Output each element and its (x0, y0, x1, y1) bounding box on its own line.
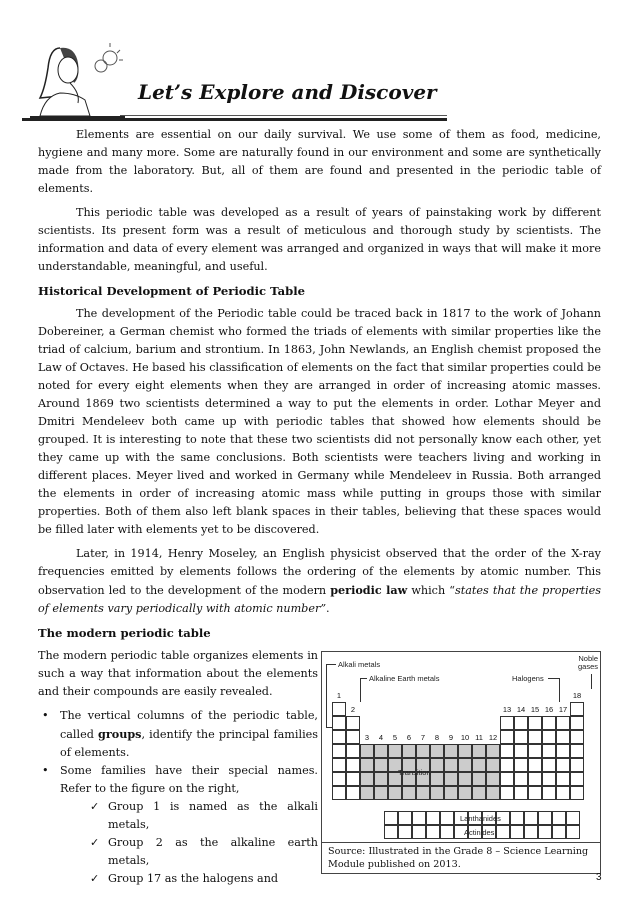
f-block-cell (398, 811, 412, 825)
element-cell (570, 716, 584, 730)
element-cell (402, 744, 416, 758)
element-cell (458, 772, 472, 786)
text: Later, in 1914, Henry Moseley, an English physicist observed that the order of the X-ray frequencies emitted by elements follows the ordering of the elements by atomic number. This observation led to the development of the modern (38, 547, 601, 597)
element-cell (570, 786, 584, 800)
groups-term: groups (98, 727, 142, 741)
element-cell (388, 744, 402, 758)
group-number: 12 (488, 733, 498, 742)
f-block-cell (566, 825, 580, 839)
element-cell (402, 786, 416, 800)
intro-paragraph-1: Elements are essential on our daily survival. We use some of them as food, medicine, hygiene and many more. Some are naturally found in our environment and some are synthetically made from the laboratory. But, all of them are found and presented in the periodic table of elements. (38, 128, 601, 195)
element-cell (472, 758, 486, 772)
f-block-cell (524, 825, 538, 839)
element-cell (570, 744, 584, 758)
group-number: 9 (448, 733, 454, 742)
check-item (38, 834, 318, 870)
checkmark-icon: ✓ (90, 800, 100, 813)
group-number: 8 (434, 733, 440, 742)
element-cell (332, 716, 346, 730)
element-cell (500, 744, 514, 758)
element-cell (444, 744, 458, 758)
element-cell (556, 716, 570, 730)
element-cell (430, 758, 444, 772)
element-cell (556, 730, 570, 744)
group-number: 17 (558, 705, 568, 714)
f-block-cell (426, 825, 440, 839)
text: Some families have their special names. Refer to the figure on the right, (60, 764, 318, 795)
element-cell (500, 716, 514, 730)
f-block-cell (510, 811, 524, 825)
bullet-item (38, 762, 318, 798)
f-block-cell (426, 811, 440, 825)
element-cell (360, 744, 374, 758)
group-number: 13 (502, 705, 512, 714)
group-number: 16 (544, 705, 554, 714)
element-cell (416, 744, 430, 758)
checkmark-icon: ✓ (90, 836, 100, 849)
noble-gases-label: Noble gases (577, 654, 598, 671)
history-paragraph-1: The development of the Periodic table could be traced back in 1817 to the work of Johann Dobereiner, a German chemist who formed the triads of elements with similar properties like the triad of calcium, barium and strontium. In 1863, John Newlands, an English chemist proposed the Law of Octaves. He based his classification of elements on the fact that similar properties could be noted for every eight elements when they are arranged in order of increasing atomic masses. Around 1869 two scientists determined a way to put the elements in order. Lothar Meyer and Dmitri Mendeleev both came up with periodic tables that showed how elements should be grouped. It is interesting to note that these two scientists did not personally know each other, yet they came up with the same conclusions. Both scientists were teachers living and working in different places. Meyer lived and worked in Germany while Mendeleev in Russia. Both arranged the elements in order of increasing atomic mass while putting in groups those with similar properties. Both of them also left blank spaces in their tables, believing that these spaces would be filled later with elements yet to be discovered. (38, 307, 601, 536)
element-cell (556, 772, 570, 786)
group-number: 3 (364, 733, 370, 742)
group-number: 18 (572, 691, 582, 700)
halogens-label: Halogens (512, 674, 544, 683)
check-item (38, 870, 318, 888)
element-cell (374, 744, 388, 758)
element-cell (542, 786, 556, 800)
element-cell (514, 716, 528, 730)
element-cell (472, 772, 486, 786)
intro-paragraph-2: This periodic table was developed as a result of years of painstaking work by different scientists. Its present form was a result of meticulous and thorough study by scientists. The information and data of every element was arranged and organized in ways that will make it more understandable, meaningful, and useful. (38, 206, 601, 273)
element-cell (430, 772, 444, 786)
element-cell (374, 758, 388, 772)
element-cell (542, 744, 556, 758)
element-cell (472, 786, 486, 800)
element-cell (416, 786, 430, 800)
element-cell (360, 786, 374, 800)
element-cell (360, 772, 374, 786)
element-cell (556, 786, 570, 800)
element-cell (430, 786, 444, 800)
leader-line (559, 678, 560, 702)
leader-line (326, 727, 332, 728)
modern-heading: The modern periodic table (38, 626, 211, 640)
element-cell (374, 786, 388, 800)
element-cell (430, 744, 444, 758)
leader-line (326, 664, 327, 727)
element-cell (472, 744, 486, 758)
modern-section (38, 647, 601, 888)
element-cell (570, 772, 584, 786)
element-cell (486, 758, 500, 772)
f-block-cell (440, 811, 454, 825)
alkali-metals-label: Alkali metals (338, 660, 381, 669)
element-cell (528, 716, 542, 730)
f-block-cell (552, 811, 566, 825)
element-cell (332, 730, 346, 744)
element-cell (528, 744, 542, 758)
text: Group 17 as the halogens and (108, 872, 279, 885)
element-cell (388, 786, 402, 800)
element-cell (346, 730, 360, 744)
text: Group 2 as the alkaline earth metals, (108, 836, 318, 867)
element-cell (346, 716, 360, 730)
text: . (326, 602, 330, 615)
element-cell (556, 744, 570, 758)
element-cell (486, 772, 500, 786)
title-rule-thick (22, 118, 447, 121)
f-block-cell (412, 811, 426, 825)
element-cell (458, 786, 472, 800)
group-number: 1 (336, 691, 342, 700)
group-number: 11 (475, 733, 483, 742)
page-title: Let’s Explore and Discover (138, 80, 437, 104)
body-text (38, 126, 601, 888)
element-cell (528, 730, 542, 744)
history-heading: Historical Development of Periodic Table (38, 284, 306, 298)
element-cell (346, 786, 360, 800)
group-number: 15 (530, 705, 540, 714)
element-cell (570, 702, 584, 716)
checkmark-icon: ✓ (90, 872, 100, 885)
element-cell (374, 772, 388, 786)
element-cell (528, 772, 542, 786)
bullet-item (38, 707, 318, 762)
bullet-icon: • (42, 764, 49, 777)
group-number: 2 (350, 705, 356, 714)
leader-line (591, 674, 592, 689)
group-number: 5 (392, 733, 398, 742)
element-cell (332, 758, 346, 772)
group-number: 10 (460, 733, 470, 742)
f-block-cell (566, 811, 580, 825)
element-cell (444, 772, 458, 786)
text: , identify the principal families of elements. (60, 728, 319, 759)
f-block-cell (384, 825, 398, 839)
f-block-cell (440, 825, 454, 839)
check-item (38, 798, 318, 834)
element-cell (332, 702, 346, 716)
element-cell (514, 730, 528, 744)
f-block-cell (524, 811, 538, 825)
text: The vertical columns of the periodic table, called (60, 709, 318, 741)
element-cell (346, 772, 360, 786)
group-number: 14 (516, 705, 526, 714)
element-cell (486, 786, 500, 800)
periodic-law-term: periodic law (330, 583, 408, 597)
element-cell (346, 758, 360, 772)
f-block-cell (412, 825, 426, 839)
text: Group 1 is named as the alkali metals, (108, 800, 318, 831)
element-cell (528, 786, 542, 800)
history-paragraph-2 (38, 545, 601, 618)
group-number: 7 (420, 733, 426, 742)
f-block-cell (496, 825, 510, 839)
title-rule (120, 115, 447, 116)
element-cell (528, 758, 542, 772)
bullet-list (38, 707, 318, 888)
figure-column (321, 651, 601, 874)
element-cell (542, 716, 556, 730)
element-cell (500, 758, 514, 772)
element-cell (332, 786, 346, 800)
element-cell (458, 744, 472, 758)
element-cell (514, 772, 528, 786)
girl-thinking-illustration (30, 38, 125, 118)
text: which “ (407, 584, 455, 597)
element-cell (458, 758, 472, 772)
element-cell (570, 758, 584, 772)
leader-line (326, 664, 336, 665)
element-cell (542, 730, 556, 744)
f-block-cell (538, 811, 552, 825)
f-block-cell (552, 825, 566, 839)
element-cell (444, 758, 458, 772)
element-cell (332, 772, 346, 786)
element-cell (542, 758, 556, 772)
transition-label: Transition (398, 768, 431, 777)
bullet-icon: • (42, 709, 49, 722)
element-cell (500, 772, 514, 786)
element-cell (500, 786, 514, 800)
page-number: 3 (596, 872, 602, 883)
element-cell (332, 744, 346, 758)
element-cell (556, 758, 570, 772)
lanthanides-label: Lanthanides (460, 814, 501, 823)
element-cell (542, 772, 556, 786)
actinides-label: Actinides (464, 828, 495, 837)
group-number: 6 (406, 733, 412, 742)
leader-line (360, 678, 361, 702)
alkaline-earth-label: Alkaline Earth metals (369, 674, 440, 683)
element-cell (514, 786, 528, 800)
periodic-law-definition: states that the properties of elements vary periodically with atomic number” (38, 584, 601, 615)
group-number: 4 (378, 733, 384, 742)
f-block-cell (384, 811, 398, 825)
element-cell (360, 758, 374, 772)
element-cell (486, 744, 500, 758)
leader-line (360, 678, 367, 679)
f-block-cell (510, 825, 524, 839)
modern-text-column (38, 647, 318, 888)
element-cell (514, 758, 528, 772)
modern-intro: The modern periodic table organizes elements in such a way that information about the elements and their compounds are easily revealed. (38, 649, 318, 698)
element-cell (346, 744, 360, 758)
f-block-cell (398, 825, 412, 839)
element-cell (514, 744, 528, 758)
f-block-cell (538, 825, 552, 839)
periodic-table-figure (321, 651, 601, 843)
element-cell (500, 730, 514, 744)
element-cell (444, 786, 458, 800)
element-cell (570, 730, 584, 744)
figure-source-caption: Source: Illustrated in the Grade 8 – Science Learning Module published on 2013. (321, 843, 601, 874)
leader-line (548, 678, 559, 679)
